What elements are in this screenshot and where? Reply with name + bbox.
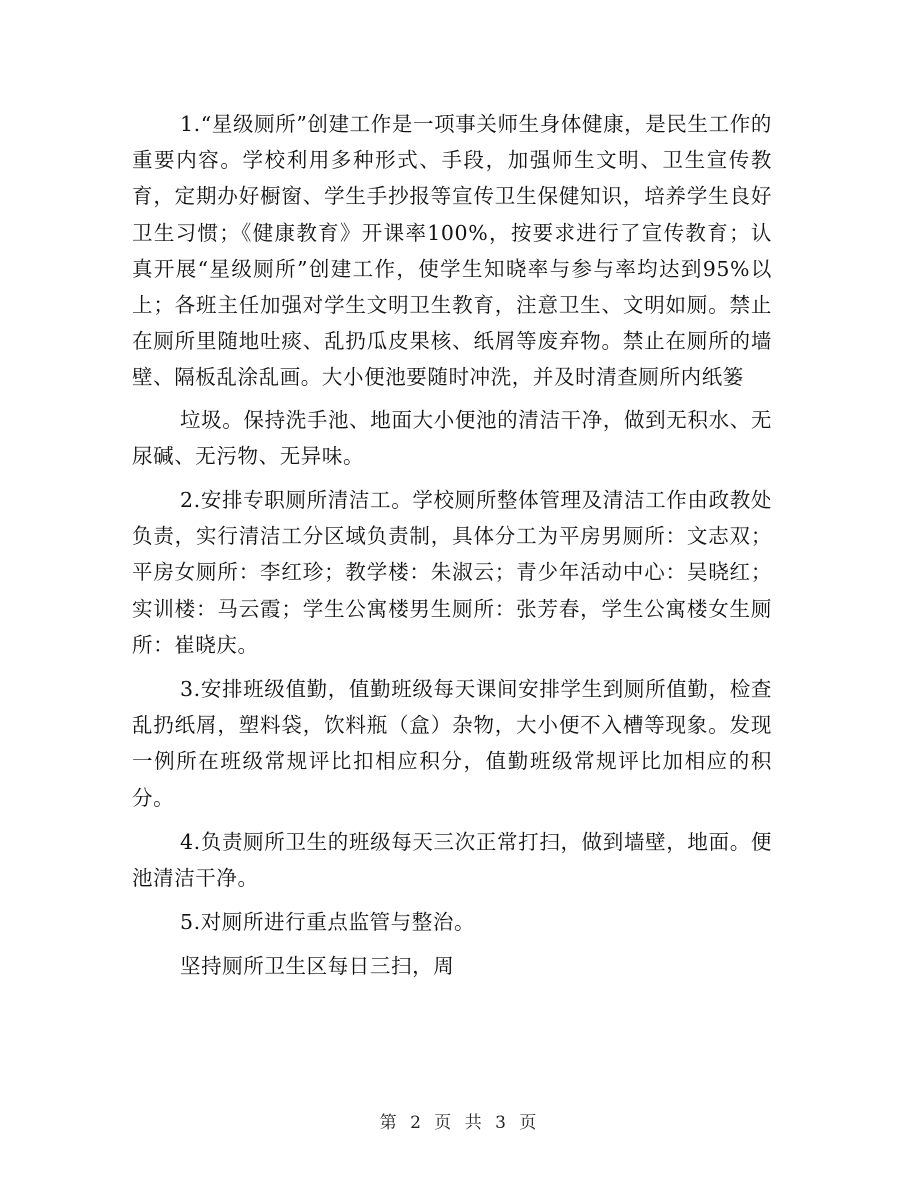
paragraph-4: 3.安排班级值勤，值勤班级每天课间安排学生到厕所值勤，检查乱扔纸屑，塑料袋，饮料瓶（盒）杂物，大小便不入槽等现象。发现一例所在班级常规评比扣相应积分，值勤班级常规评比加相应的积分。 [132, 677, 772, 810]
paragraph-5: 4.负责厕所卫生的班级每天三次正常打扫，做到墙壁，地面。便池清洁干净。 [132, 829, 772, 891]
paragraph-3: 2.安排专职厕所清洁工。学校厕所整体管理及清洁工作由政教处负责，实行清洁工分区域负责制，具体分工为平房男厕所：文志双；平房女厕所：李红珍；教学楼：朱淑云；青少年活动中心：吴晓红；实训楼：马云霞；学生公寓楼男生厕所：张芳春，学生公寓楼女生厕所：崔晓庆。 [132, 488, 772, 657]
document-body [132, 106, 772, 985]
paragraph-2: 垃圾。保持洗手池、地面大小便池的清洁干净，做到无积水、无尿碱、无污物、无异味。 [132, 407, 772, 468]
page-footer: 第 2 页 共 3 页 [379, 1113, 541, 1133]
paragraph-1: 1.“星级厕所”创建工作是一项事关师生身体健康，是民生工作的重要内容。学校利用多种形式、手段，加强师生文明、卫生宣传教育，定期办好橱窗、学生手抄报等宣传卫生保健知识，培养学生良好卫生习惯；《健康教育》开课率100%，按要求进行了宣传教育；认真开展“星级厕所”创建工作，使学生知晓率与参与率均达到95%以上；各班主任加强对学生文明卫生教育，注意卫生、文明如厕。禁止在厕所里随地吐痰、乱扔瓜皮果核、纸屑等废弃物。禁止在厕所的墙壁、隔板乱涂乱画。大小便池要随时冲洗，并及时清查厕所内纸篓 [132, 112, 772, 390]
paragraph-7: 坚持厕所卫生区每日三扫，周 [180, 954, 455, 979]
paragraph-6: 5.对厕所进行重点监管与整治。 [180, 910, 476, 935]
